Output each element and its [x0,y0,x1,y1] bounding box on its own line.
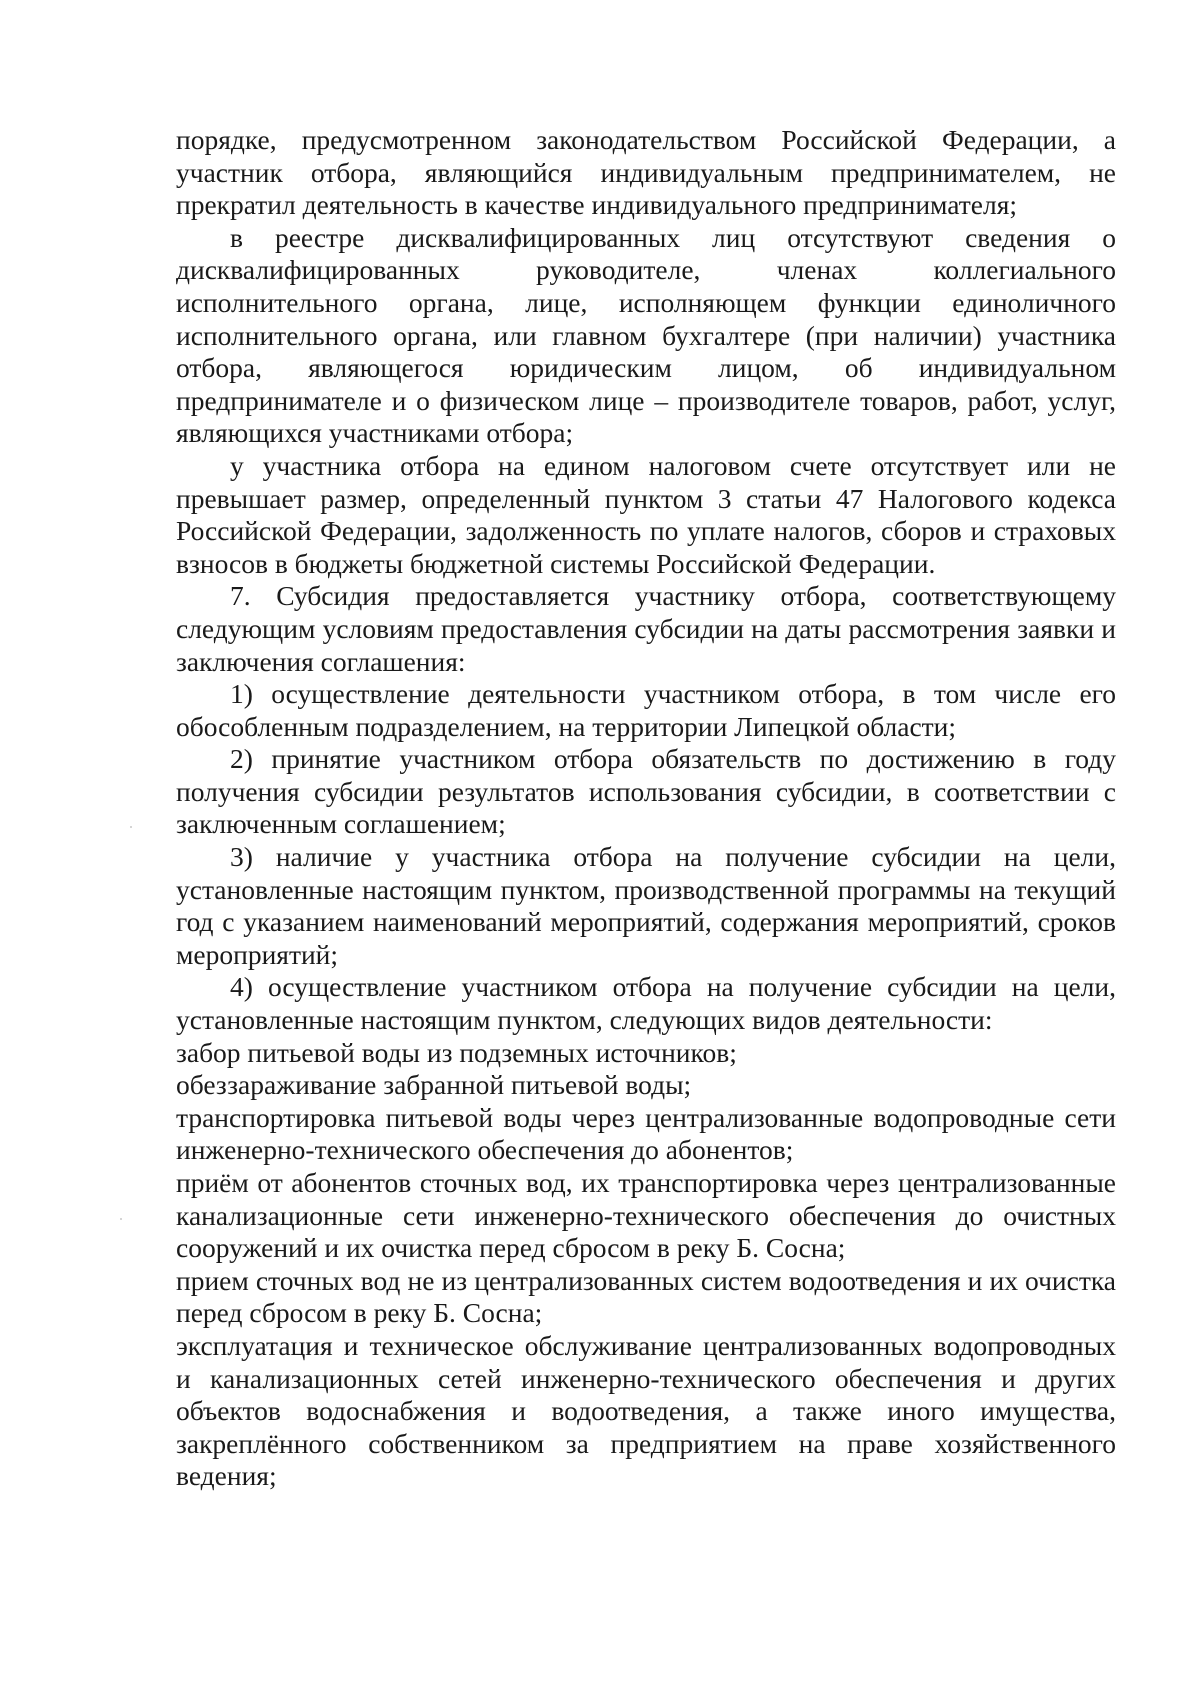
paragraph-3: 7. Субсидия предоставляется участнику отбора, соответствующему следующим условиям предоставления субсидии на даты рассмотрения заявки и заключения соглашения: [176,580,1116,677]
paragraph-4: 1) осуществление деятельности участником отбора, в том числе его обособленным подразделением, на территории Липецкой области; [176,678,1116,742]
paragraph-12: прием сточных вод не из централизованных систем водоотведения и их очистка перед сбросом в реку Б. Сосна; [176,1264,1116,1329]
paragraph-10: транспортировка питьевой воды через централизованные водопроводные сети инженерно-технического обеспечения до абонентов; [176,1101,1116,1166]
paragraph-9: обеззараживание забранной питьевой воды; [176,1069,692,1101]
document-body [176,124,1116,1493]
scan-speck [120,1218,122,1220]
paragraph-5: 2) принятие участником отбора обязательств по достижению в году получения субсидии результатов использования субсидии, в соответствии с заключенным соглашением; [176,743,1116,840]
paragraph-6: 3) наличие у участника отбора на получение субсидии на цели, установленные настоящим пунктом, производственной программы на текущий год с указанием наименований мероприятий, содержания мероприятий, сроков мероприятий; [176,841,1116,970]
paragraph-13: эксплуатация и техническое обслуживание централизованных водопроводных и канализационных сетей инженерно-технического обеспечения и других объектов водоснабжения и водоотведения, а также иного имущества, закреплённого собственником за предприятием на праве хозяйственного ведения; [176,1329,1116,1492]
paragraph-7: 4) осуществление участником отбора на получение субсидии на цели, установленные настоящим пунктом, следующих видов деятельности: [176,971,1116,1036]
scan-speck [130,826,132,828]
paragraph-11: приём от абонентов сточных вод, их транспортировка через централизованные канализационные сети инженерно-технического обеспечения до очистных сооружений и их очистка перед сбросом в реку Б. Сосна; [176,1167,1116,1264]
paragraph-0: порядке, предусмотренном законодательством Российской Федерации, а участник отбора, являющийся индивидуальным предпринимателем, не прекратил деятельность в качестве индивидуального предпринимателя; [176,124,1116,221]
paragraph-8: забор питьевой воды из подземных источников; [176,1036,737,1068]
paragraph-2: у участника отбора на едином налоговом счете отсутствует или не превышает размер, определенный пунктом 3 статьи 47 Налогового кодекса Российской Федерации, задолженность по уплате налогов, сборов и страховых взносов в бюджеты бюджетной системы Российской Федерации. [176,449,1116,579]
paragraph-1: в реестре дисквалифицированных лиц отсутствуют сведения о дисквалифицированных руководителе, членах коллегиального исполнительного органа, лице, исполняющем функции единоличного исполнительного органа, или главном бухгалтере (при наличии) участника отбора, являющегося юридическим лицом, об индивидуальном предпринимателе и о физическом лице – производителе товаров, работ, услуг, являющихся участниками отбора; [176,221,1116,449]
